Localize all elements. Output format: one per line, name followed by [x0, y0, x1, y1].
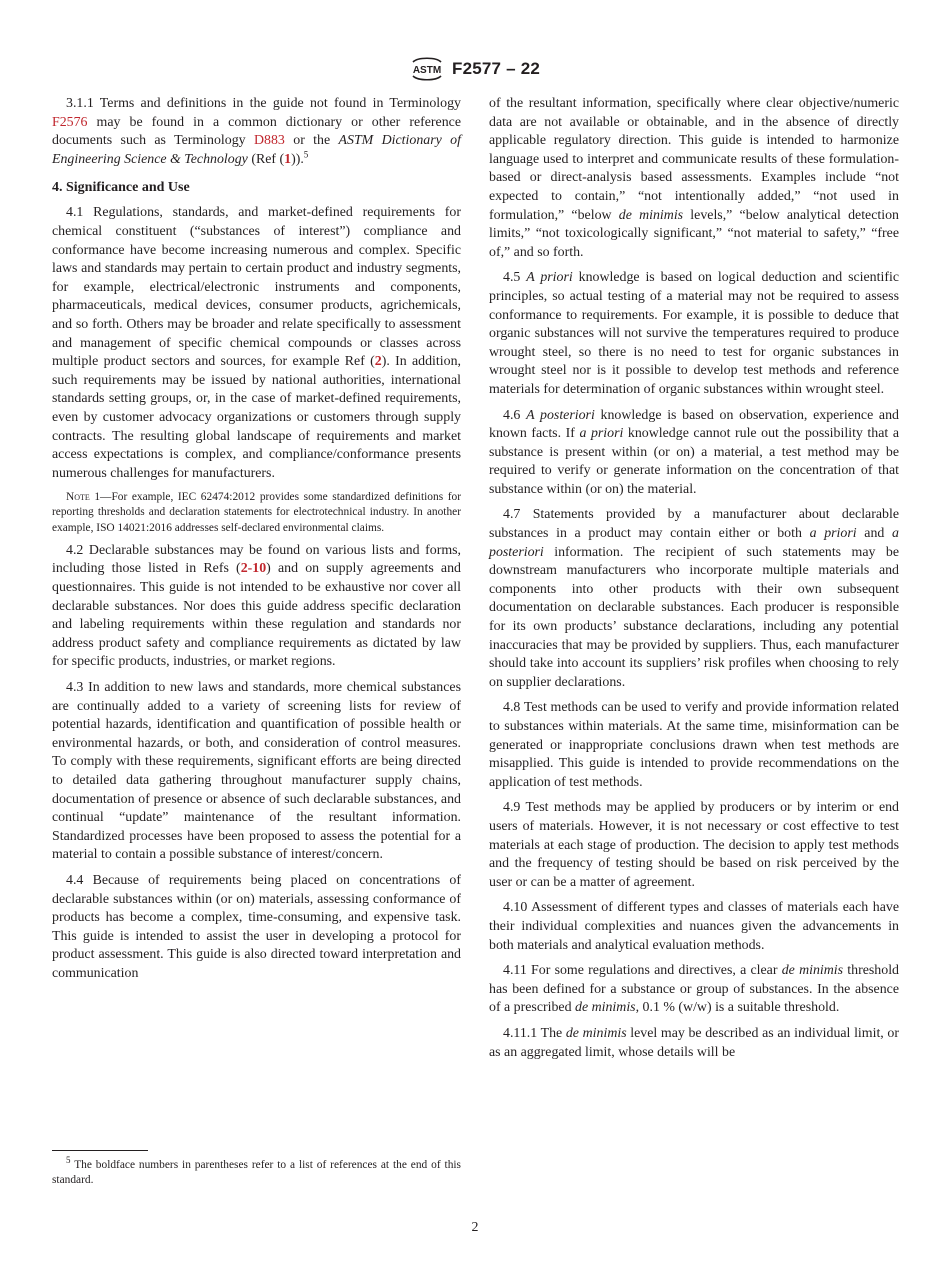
para-4-10: 4.10 Assessment of different types and classes of materials each have their individual complexities and nuances given the advancements in both materials and analytical evaluation methods.: [489, 900, 899, 953]
page-number: 2: [471, 1220, 479, 1235]
para-4-1: 4.1 Regulations, standards, and market-defined requirements for chemical constituent (“substances of interest”) compliance and conformance have become increasing numerous and complex. Specific laws and standards may pertain to certain product and industry segments, for example, electrical/electronic instruments and components, pharmaceuticals, medical devices, consumer products, agrichemicals, and so forth. Others may be broader and relate specifically to assessment and management of specific chemical compounds or classes across multiple product sectors and sources, for example Ref (2). In addition, such requirements may be issued by national authorities, international standards setting groups, or, in the case of market-defined requirements, even by customer advocacy organizations or customers through supply contracts. The resulting global landscape of requirements and market access expectations is complex, and compliance/conformance presents numerous challenges for manufacturers.: [52, 205, 461, 481]
footnote-rule: [52, 1150, 148, 1151]
para-4-2: 4.2 Declarable substances may be found on various lists and forms, including those listed in Refs (2-10) and on supply agreements and questionnaires. This guide is not intended to be exhaustive nor cover all declarable substances. Nor does this guide address specific declaration and labeling requirements within these regulation and standards nor address product safety and compliance requirements as dictated by law for specific products, industries, or market regions.: [52, 542, 461, 670]
ref-link-1[interactable]: 1: [284, 151, 292, 167]
page-header: [0, 56, 950, 82]
link-d883[interactable]: D883: [254, 133, 285, 149]
para-4-7: 4.7 Statements provided by a manufacturer about declarable substances in a product may contain either or both a priori and a posteriori information. The recipient of such statements may be downstream manufacturers who incorporate multiple materials and components into other products with their own subsequent documentation on declarable substances. Each producer is responsible for its own products’ substance declarations, including any potential inaccuracies that may be provided by suppliers. Thus, each manufacturer should take into account its suppliers’ risk profiles when choosing to rely on supplier declarations.: [489, 507, 899, 690]
para-4-3: 4.3 In addition to new laws and standards, more chemical substances are continually added to a variety of screening lists for review of potential hazards, identification and quantification of possible health or environmental hazards, or both, and consideration of control measures. To comply with these requirements, significant efforts are being directed to detailed data gathering throughout manufacturer supply chains, documentation of presence or absence of such declarable substances, and continual “update” maintenance of the resultant information. Standardized processes have been proposed to assess the potential for a material to contain a possible substance of interest/concern.: [52, 680, 461, 863]
right-column: [489, 95, 899, 1069]
footnote-5: $^5$ The boldface numbers in parentheses refer to a list of references at the end of this standard.: [52, 1155, 461, 1187]
ref-link-2-10[interactable]: 2-10: [240, 561, 267, 577]
ref-link-2[interactable]: 2: [374, 354, 382, 370]
left-column: [52, 95, 461, 991]
section-heading-significance: 4. Significance and Use: [52, 180, 190, 196]
para-4-4: 4.4 Because of requirements being placed on concentrations of declarable substances within (or on) materials, assessing conformance of products has become a complex, time-consuming, and expensive task. This guide is intended to assist the user in developing a protocol for product assessment. This guide is also directed toward interpretation and communication: [52, 872, 461, 981]
para-4-11-1: 4.11.1 The de minimis level may be described as an individual limit, or as an aggregated limit, whose details will be: [489, 1025, 899, 1060]
note-1: Note 1—For example, IEC 62474:2012 provides some standardized definitions for reporting thresholds and declaration statements for electrotechnical industry. In another example, ISO 14021:2016 addresses self-declared environmental claims.: [52, 491, 461, 534]
astm-logo-text: ASTM: [412, 65, 442, 76]
para-4-4-continued: of the resultant information, specifically where clear objective/numeric data are not available or obtainable, and in the absence of directly applicable regulatory direction. This guide is intended to harmonize language used to interpret and communicate results of these formulation-based or direct-analysis based assessments. Examples include “not expected to contain,” “not intentionally added,” “not used in formulation,” “below de minimis levels,” “below analytical detection limits,” “not toxicologically significant,” “not material to safety,” “free of,” and so forth.: [489, 96, 899, 260]
footnote-marker: 5: [303, 149, 309, 160]
para-4-9: 4.9 Test methods may be applied by producers or by interim or end users of materials. However, it is not necessary or cost effective to test materials at each stage of production. The decision to apply test methods and the frequency of testing should be based on risk perceived by the user or can be a matter of agreement.: [489, 800, 899, 890]
document-id: F2577 – 22: [451, 59, 540, 78]
link-f2576[interactable]: F2576: [52, 114, 88, 130]
para-4-11: 4.11 For some regulations and directives, a clear de minimis threshold has been defined for a substance or group of substances. In the absence of a prescribed de minimis, 0.1 % (w/w) is a suitable threshold.: [489, 963, 899, 1016]
para-4-5: 4.5 A priori knowledge is based on logical deduction and scientific principles, so actual testing of a material may not be required to assess conformance to requirements. For example, it is possible to deduce that organic substances will not survive the temperatures required to produce wrought steel, so there is no need to test for organic substances in wrought steel nor is it possible to develop test methods and reference materials for determination of organic substances within wrought steel.: [489, 270, 899, 397]
para-4-8: 4.8 Test methods can be used to verify and provide information related to substances within materials. At the same time, misinformation can be generated or inappropriate conclusions drawn when test methods are misapplied. This guide is intended to provide recommendations on the application of test methods.: [489, 700, 899, 790]
para-4-6: 4.6 A posteriori knowledge is based on observation, experience and known facts. If a priori knowledge cannot rule out the possibility that a substance is present within (or on) a material, a test method may be required to verify or generate information on the concentration of that substance within (or on) the material.: [489, 407, 899, 497]
astm-logo-icon: [410, 56, 444, 82]
para-3-1-1: 3.1.1 Terms and definitions in the guide not found in Terminology F2576 may be found in a common dictionary or other reference documents such as Terminology D883 or the ASTM Dictionary of Engineering Science & Technology (Ref (1)).$^5$: [52, 96, 461, 167]
